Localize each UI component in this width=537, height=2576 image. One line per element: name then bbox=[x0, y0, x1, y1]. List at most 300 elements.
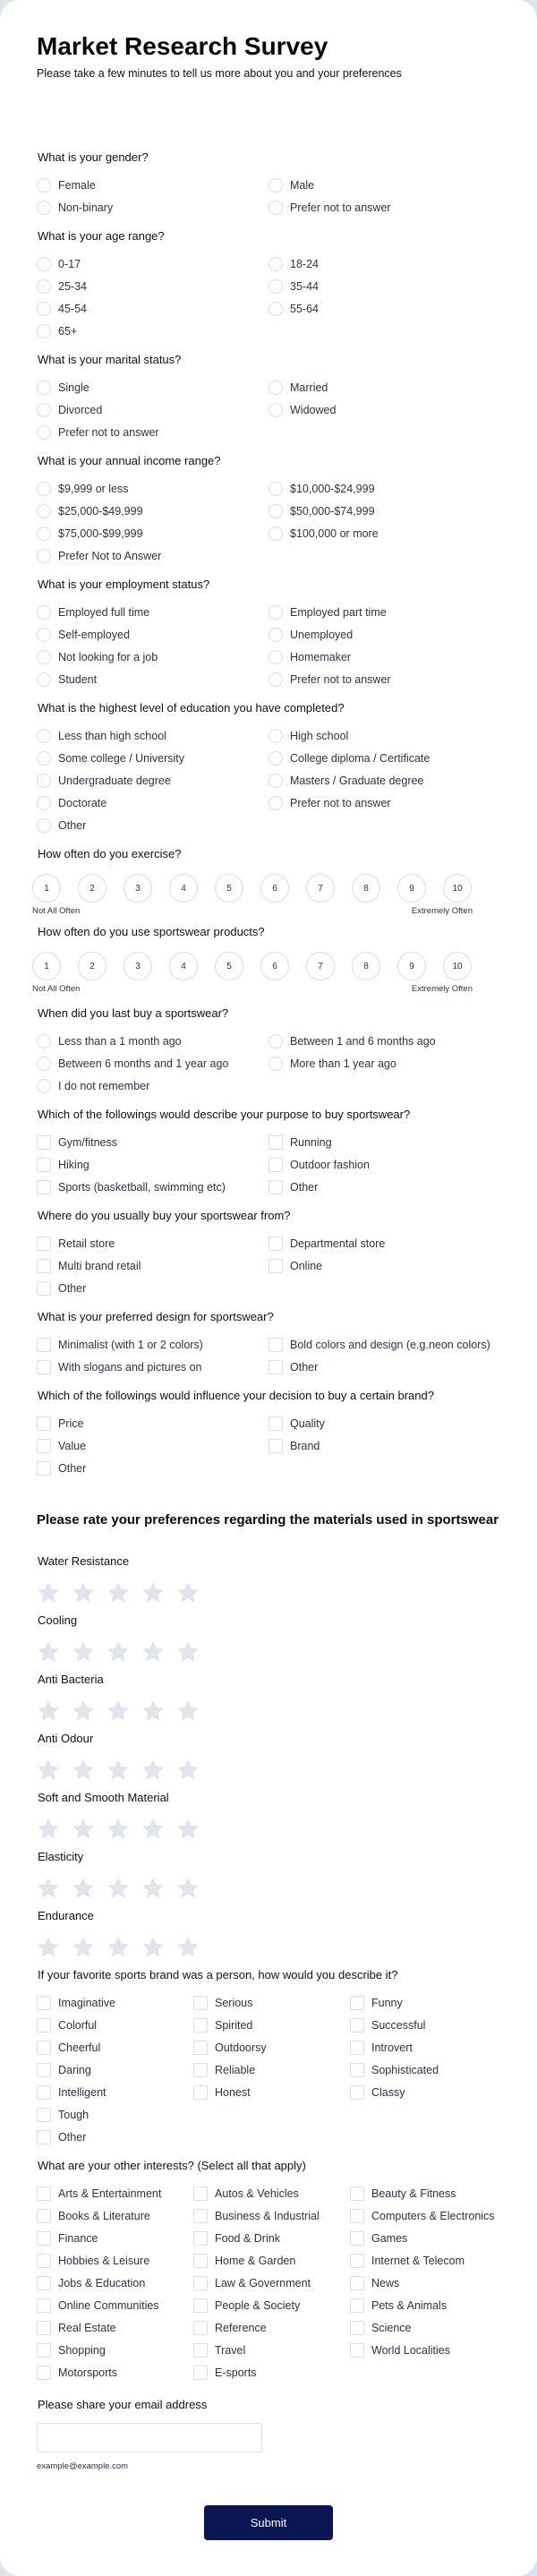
option-introvert[interactable] bbox=[350, 2036, 500, 2058]
radio-button[interactable] bbox=[268, 672, 283, 687]
option-honest[interactable] bbox=[193, 2081, 350, 2103]
checkbox[interactable] bbox=[350, 2209, 364, 2223]
option-hiking[interactable] bbox=[37, 1153, 268, 1176]
checkbox[interactable] bbox=[37, 1237, 51, 1251]
star-icon[interactable] bbox=[176, 1818, 200, 1841]
option-undergraduate-degree[interactable] bbox=[37, 769, 268, 792]
star-icon[interactable] bbox=[37, 1759, 60, 1782]
checkbox[interactable] bbox=[268, 1158, 283, 1172]
option-less-than-a-1-month-ago[interactable] bbox=[37, 1030, 268, 1052]
options-group bbox=[37, 1412, 500, 1479]
radio-button[interactable] bbox=[37, 381, 51, 395]
option-not-looking-for-a-job[interactable] bbox=[37, 646, 268, 668]
star-icon[interactable] bbox=[37, 1699, 60, 1723]
radio-button[interactable] bbox=[37, 774, 51, 788]
star-icon[interactable] bbox=[72, 1581, 95, 1605]
checkbox[interactable] bbox=[37, 1259, 51, 1273]
option-pets-animals[interactable] bbox=[350, 2294, 500, 2316]
star-icon[interactable] bbox=[107, 1640, 130, 1664]
radio-button[interactable] bbox=[37, 729, 51, 743]
checkbox[interactable] bbox=[193, 2276, 208, 2290]
option-25-000-49-999[interactable] bbox=[37, 500, 268, 522]
option-sports-basketball-swimming-etc[interactable] bbox=[37, 1176, 268, 1198]
radio-button[interactable] bbox=[268, 751, 283, 766]
option-10-000-24-999[interactable] bbox=[268, 477, 500, 500]
radio-button[interactable] bbox=[37, 324, 51, 338]
option-multi-brand-retail[interactable] bbox=[37, 1254, 268, 1277]
question-influence bbox=[37, 1389, 500, 1479]
radio-button[interactable] bbox=[37, 751, 51, 766]
radio-button[interactable] bbox=[37, 302, 51, 316]
star-icon[interactable] bbox=[176, 1759, 200, 1782]
option-0-17[interactable] bbox=[37, 252, 268, 275]
checkbox[interactable] bbox=[193, 2018, 208, 2033]
radio-button[interactable] bbox=[37, 425, 51, 440]
option-classy[interactable] bbox=[350, 2081, 500, 2103]
checkbox[interactable] bbox=[193, 2085, 208, 2100]
option-other[interactable] bbox=[37, 1457, 268, 1479]
radio-button[interactable] bbox=[268, 302, 283, 316]
checkbox[interactable] bbox=[37, 2063, 51, 2077]
checkbox[interactable] bbox=[37, 1281, 51, 1296]
option-other[interactable] bbox=[37, 1277, 268, 1299]
star-icon[interactable] bbox=[37, 1818, 60, 1841]
submit-button[interactable]: Submit bbox=[204, 2505, 333, 2540]
options-group bbox=[37, 174, 500, 218]
scale-option-9[interactable]: 9 bbox=[397, 952, 426, 980]
option-beauty-fitness[interactable] bbox=[350, 2182, 500, 2204]
scale-option-5[interactable]: 5 bbox=[215, 952, 243, 980]
option-high-school[interactable] bbox=[268, 724, 500, 747]
option-funny[interactable] bbox=[350, 1991, 500, 2014]
checkbox[interactable] bbox=[350, 2276, 364, 2290]
option-departmental-store[interactable] bbox=[268, 1232, 500, 1254]
scale-option-9[interactable]: 9 bbox=[397, 874, 426, 903]
option-label: 0-17 bbox=[58, 257, 81, 270]
scale-max-label: Extremely Often bbox=[411, 984, 473, 994]
option-9-999-or-less[interactable] bbox=[37, 477, 268, 500]
scale-option-7[interactable]: 7 bbox=[306, 952, 335, 980]
scale-option-2[interactable]: 2 bbox=[78, 952, 107, 980]
checkbox[interactable] bbox=[350, 2343, 364, 2358]
checkbox[interactable] bbox=[37, 2085, 51, 2100]
scale-option-8[interactable]: 8 bbox=[352, 874, 380, 903]
question-label: What are your other interests? (Select all that apply) bbox=[38, 2159, 306, 2172]
option-cheerful[interactable] bbox=[37, 2036, 193, 2058]
option-prefer-not-to-answer[interactable] bbox=[37, 544, 268, 567]
radio-button[interactable] bbox=[37, 1079, 51, 1093]
star-icon[interactable] bbox=[141, 1877, 165, 1900]
checkbox[interactable] bbox=[37, 1158, 51, 1172]
radio-button[interactable] bbox=[37, 818, 51, 833]
option-serious[interactable] bbox=[193, 1991, 350, 2014]
option-25-34[interactable] bbox=[37, 275, 268, 297]
option-other[interactable] bbox=[37, 814, 268, 836]
radio-button[interactable] bbox=[37, 605, 51, 620]
option-other[interactable] bbox=[37, 2126, 193, 2148]
option-label: Undergraduate degree bbox=[58, 774, 171, 787]
radio-button[interactable] bbox=[268, 504, 283, 518]
checkbox[interactable] bbox=[37, 1360, 51, 1374]
checkbox[interactable] bbox=[193, 1996, 208, 2010]
options-group bbox=[37, 1232, 500, 1299]
option-outdoorsy[interactable] bbox=[193, 2036, 350, 2058]
star-icon[interactable] bbox=[176, 1640, 200, 1664]
scale-option-8[interactable]: 8 bbox=[352, 952, 380, 980]
checkbox[interactable] bbox=[268, 1439, 283, 1453]
checkbox[interactable] bbox=[37, 1439, 51, 1453]
checkbox[interactable] bbox=[37, 2130, 51, 2144]
option-between-6-months-and-1-year-ago[interactable] bbox=[37, 1052, 268, 1074]
option-with-slogans-and-pictures-on[interactable] bbox=[37, 1356, 268, 1378]
option-prefer-not-to-answer[interactable] bbox=[268, 196, 500, 218]
star-icon[interactable] bbox=[37, 1581, 60, 1605]
option-self-employed[interactable] bbox=[37, 623, 268, 646]
option-brand[interactable] bbox=[268, 1434, 500, 1457]
option-homemaker[interactable] bbox=[268, 646, 500, 668]
checkbox[interactable] bbox=[350, 2321, 364, 2335]
checkbox[interactable] bbox=[268, 1180, 283, 1194]
star-icon[interactable] bbox=[141, 1759, 165, 1782]
option-motorsports[interactable] bbox=[37, 2361, 193, 2383]
option-single[interactable] bbox=[37, 376, 268, 398]
option-shopping[interactable] bbox=[37, 2339, 193, 2361]
option-science[interactable] bbox=[350, 2316, 500, 2339]
star-icon[interactable] bbox=[72, 1818, 95, 1841]
option-50-000-74-999[interactable] bbox=[268, 500, 500, 522]
star-icon[interactable] bbox=[37, 1877, 60, 1900]
rating-elasticity bbox=[37, 1850, 500, 1900]
option-colorful[interactable] bbox=[37, 2014, 193, 2036]
option-people-society[interactable] bbox=[193, 2294, 350, 2316]
checkbox[interactable] bbox=[350, 2085, 364, 2100]
option-widowed[interactable] bbox=[268, 398, 500, 421]
checkbox[interactable] bbox=[268, 1338, 283, 1352]
checkbox[interactable] bbox=[193, 2209, 208, 2223]
option-outdoor-fashion[interactable] bbox=[268, 1153, 500, 1176]
scale-option-7[interactable]: 7 bbox=[306, 874, 335, 903]
option-travel[interactable] bbox=[193, 2339, 350, 2361]
radio-button[interactable] bbox=[268, 1034, 283, 1048]
star-icon[interactable] bbox=[72, 1759, 95, 1782]
option-label: Bold colors and design (e.g.neon colors) bbox=[290, 1338, 490, 1351]
option-non-binary[interactable] bbox=[37, 196, 268, 218]
scale-option-10[interactable]: 10 bbox=[443, 952, 472, 980]
option-less-than-high-school[interactable] bbox=[37, 724, 268, 747]
star-icon[interactable] bbox=[72, 1877, 95, 1900]
star-icon[interactable] bbox=[176, 1877, 200, 1900]
scale-option-1[interactable]: 1 bbox=[32, 874, 61, 903]
radio-button[interactable] bbox=[37, 257, 51, 271]
checkbox[interactable] bbox=[193, 2321, 208, 2335]
option-retail-store[interactable] bbox=[37, 1232, 268, 1254]
checkbox[interactable] bbox=[350, 2231, 364, 2246]
option-e-sports[interactable] bbox=[193, 2361, 350, 2383]
scale-option-2[interactable]: 2 bbox=[78, 874, 107, 903]
radio-button[interactable] bbox=[37, 482, 51, 496]
checkbox[interactable] bbox=[37, 1416, 51, 1431]
checkbox[interactable] bbox=[350, 2187, 364, 2201]
option-some-college-university[interactable] bbox=[37, 747, 268, 769]
radio-button[interactable] bbox=[268, 381, 283, 395]
option-label: Other bbox=[58, 2130, 87, 2144]
checkbox[interactable] bbox=[37, 2276, 51, 2290]
star-icon[interactable] bbox=[107, 1936, 130, 1959]
option-home-garden[interactable] bbox=[193, 2249, 350, 2272]
rating-label: Water Resistance bbox=[38, 1554, 130, 1568]
radio-button[interactable] bbox=[268, 628, 283, 642]
checkbox[interactable] bbox=[193, 2366, 208, 2380]
checkbox[interactable] bbox=[268, 1237, 283, 1251]
option-student[interactable] bbox=[37, 668, 268, 690]
scale-option-4[interactable]: 4 bbox=[169, 874, 198, 903]
checkbox[interactable] bbox=[350, 2298, 364, 2313]
option-female[interactable] bbox=[37, 174, 268, 196]
option-male[interactable] bbox=[268, 174, 500, 196]
scale-labels bbox=[32, 984, 473, 994]
scale-option-1[interactable]: 1 bbox=[32, 952, 61, 980]
radio-button[interactable] bbox=[37, 526, 51, 541]
checkbox[interactable] bbox=[350, 2063, 364, 2077]
option-value[interactable] bbox=[37, 1434, 268, 1457]
option-arts-entertainment[interactable] bbox=[37, 2182, 193, 2204]
radio-button[interactable] bbox=[268, 201, 283, 215]
question-purpose bbox=[37, 1108, 500, 1198]
option-price[interactable] bbox=[37, 1412, 268, 1434]
star-icon[interactable] bbox=[141, 1936, 165, 1959]
option-books-literature[interactable] bbox=[37, 2204, 193, 2227]
radio-button[interactable] bbox=[37, 279, 51, 294]
star-icon[interactable] bbox=[107, 1759, 130, 1782]
checkbox[interactable] bbox=[193, 2187, 208, 2201]
checkbox[interactable] bbox=[37, 2041, 51, 2055]
radio-button[interactable] bbox=[37, 549, 51, 563]
option-other[interactable] bbox=[268, 1176, 500, 1198]
checkbox[interactable] bbox=[37, 2018, 51, 2033]
option-more-than-1-year-ago[interactable] bbox=[268, 1052, 500, 1074]
radio-button[interactable] bbox=[37, 796, 51, 810]
option-successful[interactable] bbox=[350, 2014, 500, 2036]
option-online[interactable] bbox=[268, 1254, 500, 1277]
scale-option-3[interactable]: 3 bbox=[124, 874, 152, 903]
radio-button[interactable] bbox=[268, 1057, 283, 1071]
star-icon[interactable] bbox=[107, 1581, 130, 1605]
option-label: Travel bbox=[215, 2343, 246, 2357]
option-label: Less than a 1 month ago bbox=[58, 1034, 182, 1048]
checkbox[interactable] bbox=[37, 2366, 51, 2380]
option-internet-telecom[interactable] bbox=[350, 2249, 500, 2272]
radio-button[interactable] bbox=[268, 605, 283, 620]
checkbox[interactable] bbox=[37, 2108, 51, 2122]
option-gym-fitness[interactable] bbox=[37, 1131, 268, 1153]
option-spirited[interactable] bbox=[193, 2014, 350, 2036]
star-icon[interactable] bbox=[107, 1818, 130, 1841]
option-prefer-not-to-answer[interactable] bbox=[268, 792, 500, 814]
scale-option-10[interactable]: 10 bbox=[443, 874, 472, 903]
radio-button[interactable] bbox=[37, 504, 51, 518]
radio-button[interactable] bbox=[268, 774, 283, 788]
radio-button[interactable] bbox=[37, 1057, 51, 1071]
checkbox[interactable] bbox=[37, 1461, 51, 1476]
radio-button[interactable] bbox=[37, 178, 51, 193]
radio-button[interactable] bbox=[268, 650, 283, 664]
checkbox[interactable] bbox=[193, 2231, 208, 2246]
scale-option-4[interactable]: 4 bbox=[169, 952, 198, 980]
checkbox[interactable] bbox=[193, 2041, 208, 2055]
radio-button[interactable] bbox=[268, 403, 283, 417]
options-group bbox=[37, 252, 500, 342]
option-imaginative[interactable] bbox=[37, 1991, 193, 2014]
option-between-1-and-6-months-ago[interactable] bbox=[268, 1030, 500, 1052]
star-icon[interactable] bbox=[72, 1699, 95, 1723]
option-75-000-99-999[interactable] bbox=[37, 522, 268, 544]
option-unemployed[interactable] bbox=[268, 623, 500, 646]
radio-button[interactable] bbox=[268, 796, 283, 810]
star-icon[interactable] bbox=[72, 1936, 95, 1959]
option-18-24[interactable] bbox=[268, 252, 500, 275]
scale-option-3[interactable]: 3 bbox=[124, 952, 152, 980]
option-label: Gym/fitness bbox=[58, 1135, 117, 1149]
checkbox[interactable] bbox=[268, 1360, 283, 1374]
option-games[interactable] bbox=[350, 2227, 500, 2249]
star-rating bbox=[37, 1877, 500, 1900]
radio-button[interactable] bbox=[268, 729, 283, 743]
option-intelligent[interactable] bbox=[37, 2081, 193, 2103]
option-sophisticated[interactable] bbox=[350, 2058, 500, 2081]
star-icon[interactable] bbox=[107, 1699, 130, 1723]
option-prefer-not-to-answer[interactable] bbox=[268, 668, 500, 690]
option-autos-vehicles[interactable] bbox=[193, 2182, 350, 2204]
radio-button[interactable] bbox=[37, 650, 51, 664]
option-jobs-education[interactable] bbox=[37, 2272, 193, 2294]
radio-button[interactable] bbox=[37, 1034, 51, 1048]
option-label: Online bbox=[290, 1259, 323, 1272]
option-computers-electronics[interactable] bbox=[350, 2204, 500, 2227]
option-label: Prefer Not to Answer bbox=[58, 549, 162, 562]
option-other[interactable] bbox=[268, 1356, 500, 1378]
option-real-estate[interactable] bbox=[37, 2316, 193, 2339]
radio-button[interactable] bbox=[268, 482, 283, 496]
checkbox[interactable] bbox=[37, 2254, 51, 2268]
option-daring[interactable] bbox=[37, 2058, 193, 2081]
star-icon[interactable] bbox=[107, 1877, 130, 1900]
option-100-000-or-more[interactable] bbox=[268, 522, 500, 544]
checkbox[interactable] bbox=[268, 1416, 283, 1431]
option-tough[interactable] bbox=[37, 2103, 193, 2126]
question-where-buy bbox=[37, 1209, 500, 1299]
option-college-diploma-certificate[interactable] bbox=[268, 747, 500, 769]
radio-button[interactable] bbox=[268, 526, 283, 541]
star-icon[interactable] bbox=[141, 1699, 165, 1723]
radio-button[interactable] bbox=[268, 257, 283, 271]
option-married[interactable] bbox=[268, 376, 500, 398]
scale-option-6[interactable]: 6 bbox=[260, 874, 289, 903]
option-minimalist-with-1-or-2-colors[interactable] bbox=[37, 1333, 268, 1356]
star-icon[interactable] bbox=[141, 1640, 165, 1664]
radio-button[interactable] bbox=[268, 279, 283, 294]
option-business-industrial[interactable] bbox=[193, 2204, 350, 2227]
option-label: $9,999 or less bbox=[58, 482, 129, 495]
checkbox[interactable] bbox=[350, 2041, 364, 2055]
option-law-government[interactable] bbox=[193, 2272, 350, 2294]
option-online-communities[interactable] bbox=[37, 2294, 193, 2316]
star-icon[interactable] bbox=[141, 1818, 165, 1841]
option-prefer-not-to-answer[interactable] bbox=[37, 421, 268, 443]
checkbox[interactable] bbox=[193, 2063, 208, 2077]
checkbox[interactable] bbox=[37, 1180, 51, 1194]
option-food-drink[interactable] bbox=[193, 2227, 350, 2249]
checkbox[interactable] bbox=[37, 1338, 51, 1352]
option-doctorate[interactable] bbox=[37, 792, 268, 814]
option-label: Widowed bbox=[290, 403, 337, 416]
option-reliable[interactable] bbox=[193, 2058, 350, 2081]
checkbox[interactable] bbox=[268, 1259, 283, 1273]
checkbox[interactable] bbox=[193, 2298, 208, 2313]
checkbox[interactable] bbox=[268, 1135, 283, 1150]
star-icon[interactable] bbox=[176, 1699, 200, 1723]
option-finance[interactable] bbox=[37, 2227, 193, 2249]
checkbox[interactable] bbox=[37, 2187, 51, 2201]
option-quality[interactable] bbox=[268, 1412, 500, 1434]
option-employed-part-time[interactable] bbox=[268, 601, 500, 623]
star-icon[interactable] bbox=[176, 1936, 200, 1959]
checkbox[interactable] bbox=[37, 2343, 51, 2358]
option-label: Masters / Graduate degree bbox=[290, 774, 424, 787]
option-world-localities[interactable] bbox=[350, 2339, 500, 2361]
radio-button[interactable] bbox=[37, 672, 51, 687]
option-label: Female bbox=[58, 178, 96, 192]
star-icon[interactable] bbox=[72, 1640, 95, 1664]
checkbox[interactable] bbox=[350, 2254, 364, 2268]
checkbox[interactable] bbox=[193, 2254, 208, 2268]
checkbox[interactable] bbox=[37, 2231, 51, 2246]
scale-option-6[interactable]: 6 bbox=[260, 952, 289, 980]
radio-button[interactable] bbox=[268, 178, 283, 193]
checkbox[interactable] bbox=[37, 2209, 51, 2223]
checkbox[interactable] bbox=[350, 2018, 364, 2033]
option-hobbies-leisure[interactable] bbox=[37, 2249, 193, 2272]
option-running[interactable] bbox=[268, 1131, 500, 1153]
radio-button[interactable] bbox=[37, 403, 51, 417]
star-icon[interactable] bbox=[37, 1936, 60, 1959]
option-i-do-not-remember[interactable] bbox=[37, 1074, 268, 1097]
checkbox[interactable] bbox=[350, 1996, 364, 2010]
option-35-44[interactable] bbox=[268, 275, 500, 297]
checkbox[interactable] bbox=[37, 2298, 51, 2313]
star-icon[interactable] bbox=[176, 1581, 200, 1605]
option-reference[interactable] bbox=[193, 2316, 350, 2339]
option-divorced[interactable] bbox=[37, 398, 268, 421]
option-employed-full-time[interactable] bbox=[37, 601, 268, 623]
star-icon[interactable] bbox=[141, 1581, 165, 1605]
radio-button[interactable] bbox=[37, 628, 51, 642]
checkbox[interactable] bbox=[37, 1135, 51, 1150]
checkbox[interactable] bbox=[37, 2321, 51, 2335]
option-bold-colors-and-design-e-g-neon-colors[interactable] bbox=[268, 1333, 500, 1356]
scale-option-5[interactable]: 5 bbox=[215, 874, 243, 903]
option-65[interactable] bbox=[37, 320, 268, 342]
radio-button[interactable] bbox=[37, 201, 51, 215]
form-subtitle: Please take a few minutes to tell us more about you and your preferences bbox=[37, 67, 402, 80]
email-input[interactable] bbox=[37, 2423, 262, 2452]
star-icon[interactable] bbox=[37, 1640, 60, 1664]
option-masters-graduate-degree[interactable] bbox=[268, 769, 500, 792]
option-news[interactable] bbox=[350, 2272, 500, 2294]
option-45-54[interactable] bbox=[37, 297, 268, 320]
checkbox[interactable] bbox=[37, 1996, 51, 2010]
checkbox[interactable] bbox=[193, 2343, 208, 2358]
option-55-64[interactable] bbox=[268, 297, 500, 320]
